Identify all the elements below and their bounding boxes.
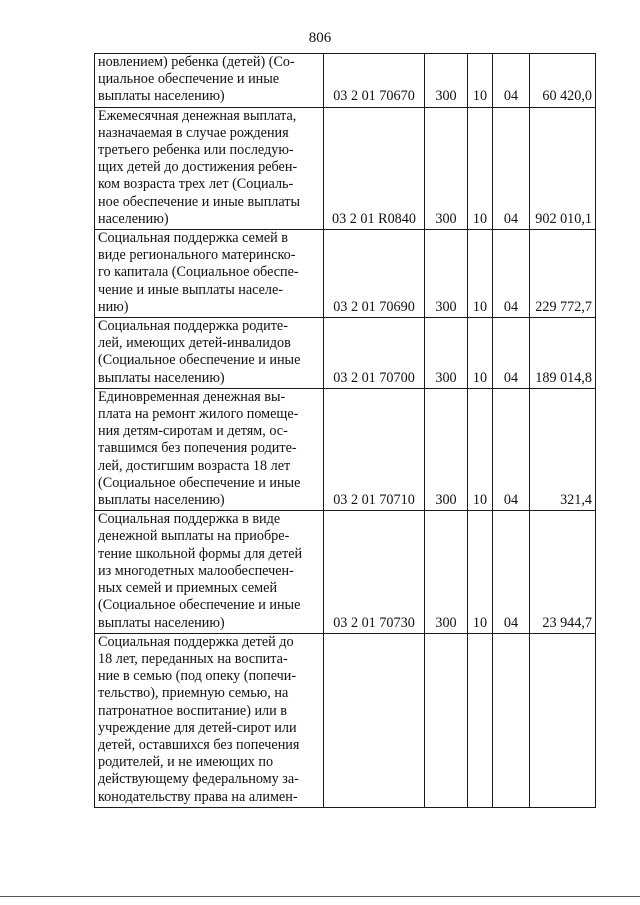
row-code-cell: 03 2 01 R0840 (324, 107, 425, 229)
row-name-line: патронатное воспитание) или в (98, 702, 287, 719)
row-name-line: выплаты населению) (98, 369, 225, 386)
row-section-cell: 10 (468, 388, 493, 510)
row-section-cell: 10 (468, 54, 493, 108)
row-subsection-cell (493, 633, 530, 807)
row-subsection-cell: 04 (493, 230, 530, 318)
row-name-line: Единовременная денежная вы- (98, 388, 286, 405)
table-row (95, 230, 596, 318)
row-name-line: новлением) ребенка (детей) (Со- (98, 54, 295, 70)
row-name-line: родителей, и не имеющих по (98, 754, 274, 771)
row-name-line: выплаты населению) (98, 88, 225, 105)
row-name-line: конодательству права на алимен- (98, 788, 298, 805)
budget-table-body (95, 54, 596, 808)
row-name-line: тавшимся без попечения родите- (98, 440, 297, 457)
row-expense-type-cell: 300 (425, 107, 468, 229)
row-expense-type-cell: 300 (425, 54, 468, 108)
row-name-line: виде регионального материнско- (98, 247, 296, 264)
row-name-line: го капитала (Социальное обеспе- (98, 264, 299, 281)
row-section-cell: 10 (468, 511, 493, 633)
row-name-cell (95, 107, 324, 229)
table-row (95, 388, 596, 510)
row-name-line: выплаты населению) (98, 492, 225, 509)
row-name-line: денежной выплаты на приобре- (98, 528, 290, 545)
row-section-cell (468, 633, 493, 807)
row-code-cell: 03 2 01 70710 (324, 388, 425, 510)
table-row (95, 633, 596, 807)
row-name-line: Социальная поддержка в виде (98, 511, 281, 528)
table-row (95, 318, 596, 389)
row-code-cell: 03 2 01 70730 (324, 511, 425, 633)
row-name-line: плата на ремонт жилого помеще- (98, 406, 299, 423)
row-name-cell (95, 318, 324, 389)
page-number: 806 (308, 30, 332, 46)
row-name-line: Социальная поддержка родите- (98, 318, 288, 335)
row-name-line: действующему федеральному за- (98, 771, 299, 788)
row-name-cell (95, 230, 324, 318)
row-name-line: третьего ребенка или последую- (98, 142, 294, 159)
row-name-line: Ежемесячная денежная выплата, (98, 107, 297, 124)
row-subsection-cell: 04 (493, 107, 530, 229)
row-name-line: ком возраста трех лет (Социаль- (98, 176, 294, 193)
row-name-cell (95, 633, 324, 807)
row-code-cell (324, 633, 425, 807)
row-name-line: выплаты населению) (98, 614, 225, 631)
row-section-cell: 10 (468, 107, 493, 229)
row-name-line: лей, достигшим возраста 18 лет (98, 457, 291, 474)
table-row (95, 107, 596, 229)
row-name-line: 18 лет, переданных на воспита- (98, 650, 288, 667)
row-name-cell (95, 388, 324, 510)
row-name-line: учреждение для детей-сирот или (98, 719, 297, 736)
row-name-line: ния детям-сиротам и детям, ос- (98, 423, 288, 440)
row-section-cell: 10 (468, 318, 493, 389)
bottom-rule (0, 896, 640, 897)
row-amount-cell: 189 014,8 (530, 318, 596, 389)
row-name-line: нию) (98, 298, 129, 315)
row-name-line: (Социальное обеспечение и иные (98, 474, 301, 491)
row-name-line: (Социальное обеспечение и иные (98, 597, 301, 614)
row-expense-type-cell (425, 633, 468, 807)
row-code-cell: 03 2 01 70700 (324, 318, 425, 389)
table-row (95, 54, 596, 108)
row-amount-cell: 60 420,0 (530, 54, 596, 108)
row-name-line: из многодетных малообеспечен- (98, 562, 294, 579)
row-code-cell: 03 2 01 70690 (324, 230, 425, 318)
row-expense-type-cell: 300 (425, 388, 468, 510)
row-name-line: ных семей и приемных семей (98, 580, 278, 597)
row-name-line: ное обеспечение и иные выплаты (98, 193, 301, 210)
row-name-line: Социальная поддержка семей в (98, 230, 288, 247)
row-section-cell: 10 (468, 230, 493, 318)
row-name-line: детей, оставшихся без попечения (98, 736, 300, 753)
row-subsection-cell: 04 (493, 511, 530, 633)
row-expense-type-cell: 300 (425, 230, 468, 318)
row-name-line: лей, имеющих детей-инвалидов (98, 335, 291, 352)
row-name-line: населению) (98, 210, 169, 227)
row-amount-cell: 229 772,7 (530, 230, 596, 318)
row-name-line: (Социальное обеспечение и иные (98, 352, 301, 369)
row-amount-cell: 321,4 (530, 388, 596, 510)
row-amount-cell: 23 944,7 (530, 511, 596, 633)
row-name-line: тение школьной формы для детей (98, 545, 303, 562)
row-amount-cell (530, 633, 596, 807)
row-name-line: Социальная поддержка детей до (98, 633, 294, 650)
row-name-line: ние в семью (под опеку (попечи- (98, 668, 297, 685)
row-expense-type-cell: 300 (425, 511, 468, 633)
row-subsection-cell: 04 (493, 54, 530, 108)
table-row (95, 511, 596, 633)
row-name-line: чение и иные выплаты населе- (98, 281, 284, 298)
row-name-line: тельство), приемную семью, на (98, 685, 289, 702)
row-name-cell (95, 511, 324, 633)
row-name-line: циальное обеспечение и иные (98, 71, 280, 88)
row-name-cell (95, 54, 324, 108)
row-name-line: щих детей до достижения ребен- (98, 159, 298, 176)
row-name-line: назначаемая в случае рождения (98, 124, 289, 141)
row-subsection-cell: 04 (493, 318, 530, 389)
row-code-cell: 03 2 01 70670 (324, 54, 425, 108)
row-subsection-cell: 04 (493, 388, 530, 510)
row-expense-type-cell: 300 (425, 318, 468, 389)
row-amount-cell: 902 010,1 (530, 107, 596, 229)
budget-table (94, 53, 596, 808)
